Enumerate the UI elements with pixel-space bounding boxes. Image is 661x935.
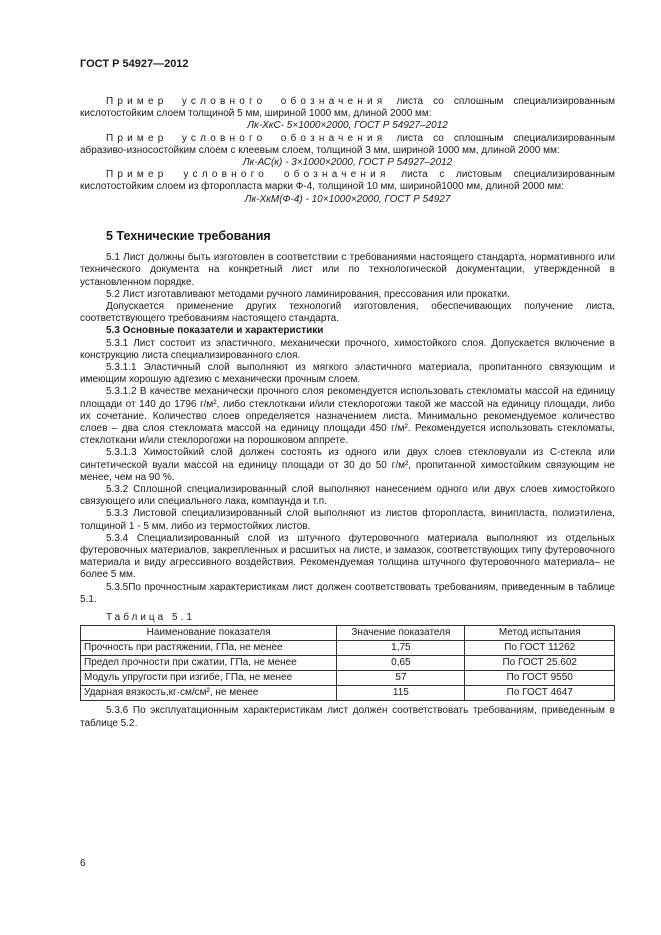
table-cell: По ГОСТ 25.602	[465, 656, 615, 671]
table-caption: Таблица 5.1	[106, 612, 195, 624]
column-header: Значение показателя	[337, 626, 465, 641]
paragraph-5-2b: Допускается применение других технологий изготовления, обеспечивающих получение листа, соответствующего требованиям настоящего стандарта.	[80, 301, 615, 325]
example-lead: Пример условного обозначения	[106, 169, 390, 181]
example-text: листа со сплошным специализированным абразиво-износостойким слоем с клеевым слоем, толщиной 3 мм, шириной 1000 мм, длиной 2000 мм:	[80, 132, 615, 156]
table-cell: По ГОСТ 9550	[465, 671, 615, 686]
example-text: листа с листовым специализированным кислотостойким слоем из фторопласта марки Ф-4, толщиной 10 мм, шириной1000 мм, длиной 2000 мм:	[80, 169, 615, 193]
column-header: Метод испытания	[465, 626, 615, 641]
paragraph-5-3-2: 5.3.2 Сплошной специализированный слой выполняют нанесением одного или двух слоев химостойкого связующего или специального лака, компаунда и т.п.	[80, 484, 615, 508]
table-row	[81, 671, 615, 686]
table-cell: По ГОСТ 11262	[465, 641, 615, 656]
table-cell: 115	[337, 686, 465, 701]
paragraph-5-3-3: 5.3.3 Листовой специализированный слой выполняют из листов фторопласта, винипласта, полиэтилена, толщиной 1 - 5 мм, либо из термостойких листов.	[80, 508, 615, 532]
example-designation: Лк-АС(к) - 3×1000×2000, ГОСТ Р 54927–2012	[242, 157, 453, 169]
paragraph-5-1: 5.1 Лист должны быть изготовлен в соответствии с требованиями настоящего стандарта, нормативного или технического документа на конкретный лист или по технологической документации, утвержденной в установленном порядке.	[80, 252, 615, 288]
paragraph-5-3-1: 5.3.1 Лист состоит из эластичного, механически прочного, химостойкого слоя. Допускается включение в конструкцию листа специализированного слоя.	[80, 337, 615, 361]
paragraph-5-2: 5.2 Лист изготавливают методами ручного ламинирования, прессования или прокатки.	[106, 288, 510, 300]
example-designation: Лк-ХкМ(Ф-4) - 10×1000×2000, ГОСТ Р 54927	[244, 193, 451, 205]
example-1	[80, 96, 615, 120]
paragraph-5-3-1-1: 5.3.1.1 Эластичный слой выполняют из мягкого эластичного материала, пропитанного связующим и имеющим хорошую адгезию с механически прочным слоем.	[80, 362, 615, 386]
example-lead: Пример условного обозначения	[106, 96, 387, 107]
paragraph-5-3-5: 5.3.5По прочностным характеристикам лист должен соответствовать требованиям, приведенным в таблице 5.1.	[80, 581, 615, 605]
example-lead: Пример условного обозначения	[106, 132, 387, 144]
paragraph-5-3-4: 5.3.4 Специализированный слой из штучного футеровочного материала выполняют из отдельных футеровочных материалов, закрепленных и расшитых на листе, и замазок, соответствующих типу футеровочного материала и виду агрессивного воздействия. Рекомендуемая толщина штучного футеровочного материала– не более 5 мм.	[80, 532, 615, 581]
table-cell: Предел прочности при сжатии, ГПа, не менее	[81, 656, 337, 671]
paragraph-5-3-6: 5.3.6 По эксплуатационным характеристикам лист должен соответствовать требованиям, приведенным в таблице 5.2.	[80, 705, 615, 729]
table-cell: 57	[337, 671, 465, 686]
table-cell: По ГОСТ 4647	[465, 686, 615, 701]
table-cell: 1,75	[337, 641, 465, 656]
table-cell: 0,65	[337, 656, 465, 671]
table-cell: Прочность при растяжении, ГПа, не менее	[81, 641, 337, 656]
table-header-row	[81, 626, 615, 641]
column-header: Наименование показателя	[81, 626, 337, 641]
table-row	[81, 656, 615, 671]
paragraph-5-3-1-2: 5.3.1.2 В качестве механически прочного слоя рекомендуется использовать стекломаты массой на единицу площади от 140 до 1796 г/м², либо стеклоткани и/или стеклорогожи такой же массой на единицу площади, либо их сочетание. Количество слоев определяется назначением листа. Минимально рекомендуемое количество слоев – два слоя стекломата массой на единицу площади 450 г/м². Рекомендуется использовать стекломаты, стеклоткани и/или стеклорогожи на порошковом аппрете.	[80, 386, 615, 447]
subsection-heading-5-3: 5.3 Основные показатели и характеристики	[106, 325, 324, 337]
table-cell: Ударная вязкость,кг·см/см², не менее	[81, 686, 337, 701]
example-2	[80, 133, 615, 157]
table-row	[81, 641, 615, 656]
document-header: ГОСТ Р 54927—2012	[80, 58, 189, 70]
examples-block	[80, 96, 615, 206]
table-cell: Модуль упругости при изгибе, ГПа, не менее	[81, 671, 337, 686]
table-row	[81, 686, 615, 701]
section-heading: 5 Технические требования	[106, 229, 271, 243]
page-number: 6	[80, 858, 86, 869]
table-5-1	[80, 625, 615, 701]
example-text: листа со сплошным специализированным кислотостойким слоем толщиной 5 мм, шириной 1000 мм, длиной 2000 мм:	[80, 96, 615, 120]
paragraph-5-3-1-3: 5.3.1.3 Химостойкий слой должен состоять из одного или двух слоев стекловуали из С-стекла или синтетической вуали массой на единицу площади от 30 до 50 г/м², пропитанной химостойким связующим не менее, чем на 90 %.	[80, 447, 615, 483]
section-5	[80, 230, 615, 730]
example-designation: Лк-ХкС- 5×1000×2000, ГОСТ Р 54927–2012	[247, 120, 448, 132]
example-3	[80, 169, 615, 193]
